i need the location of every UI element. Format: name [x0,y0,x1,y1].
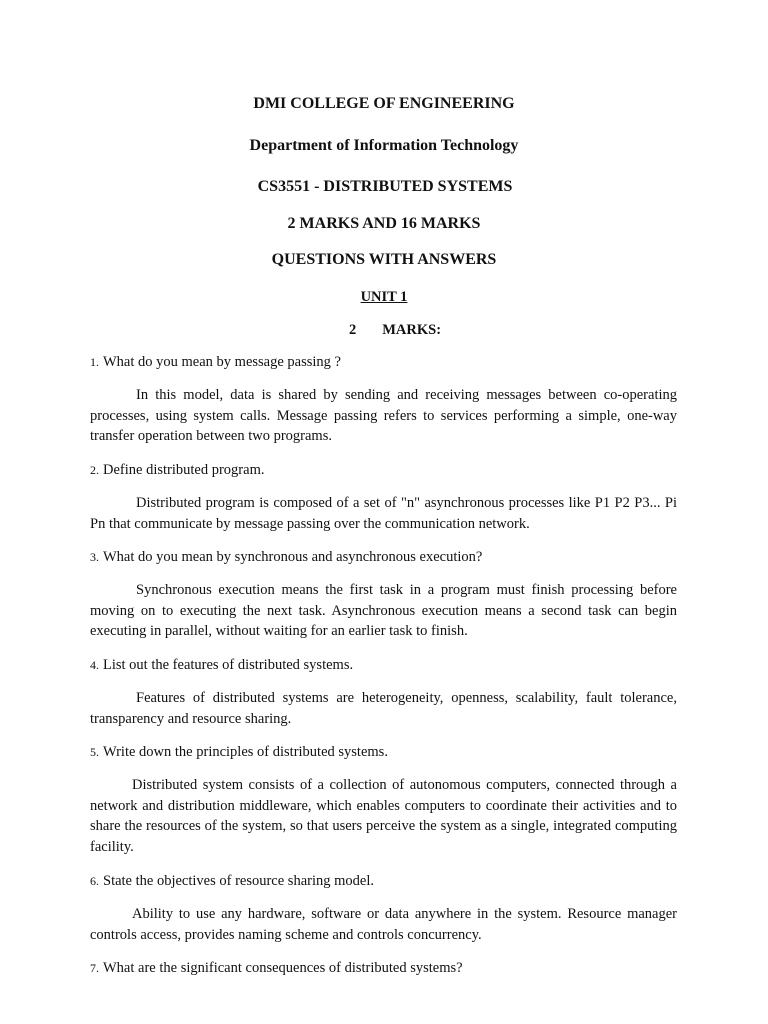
question-text: Define distributed program. [103,462,265,478]
answer: Distributed program is composed of a set of "n" asynchronous processes like P1 P2 P3... Pi Pn that communicate by message passing over the communication network. [90,495,677,532]
section-number: 2 [348,322,357,338]
question-text: What do you mean by synchronous and asynchronous execution? [103,549,483,565]
question [90,352,690,372]
section-label: MARKS: [382,322,442,338]
question-number: 5. [90,745,99,759]
answer: Synchronous execution means the first task in a program must finish processing before moving on to executing the next task. Asynchronous execution means a second task can begin executing in parallel, without waiting for an earlier task to finish. [90,582,677,640]
unit-heading: UNIT 1 [360,289,408,305]
question [90,655,690,675]
question-number: 3. [90,550,99,564]
college-title: DMI COLLEGE OF ENGINEERING [253,95,515,112]
question [90,742,690,762]
question-text: State the objectives of resource sharing model. [103,873,374,889]
question-number: 2. [90,463,99,477]
question-text: List out the features of distributed systems. [103,657,354,673]
question-text: What are the significant consequences of distributed systems? [103,960,463,976]
question-text: Write down the principles of distributed systems. [103,744,388,760]
question [90,871,690,891]
answer: In this model, data is shared by sending and receiving messages between co-operating processes, using system calls. Message passing refers to services performing a simple, one-way transfer operation between two programs. [90,387,677,445]
question-number: 6. [90,874,99,888]
answer: Distributed system consists of a collection of autonomous computers, connected through a network and distribution middleware, which enables computers to coordinate their activities and to share the resources of the system, so that users perceive the system as a single, integrated computing facility. [90,777,677,856]
answer: Ability to use any hardware, software or data anywhere in the system. Resource manager controls access, provides naming scheme and controls concurrency. [90,906,677,943]
course-title: CS3551 - DISTRIBUTED SYSTEMS [257,178,513,195]
question [90,547,690,567]
section-heading [11,320,768,340]
marks-title: 2 MARKS AND 16 MARKS [287,215,481,232]
question-text: What do you mean by message passing ? [103,354,341,370]
answer: Features of distributed systems are heterogeneity, openness, scalability, fault tolerance, transparency and resource sharing. [90,690,677,727]
question-number: 1. [90,355,99,369]
department-title: Department of Information Technology [249,137,519,154]
question [90,958,690,978]
question-number: 4. [90,658,99,672]
question [90,460,690,480]
subtitle: QUESTIONS WITH ANSWERS [271,251,497,268]
question-number: 7. [90,961,99,975]
